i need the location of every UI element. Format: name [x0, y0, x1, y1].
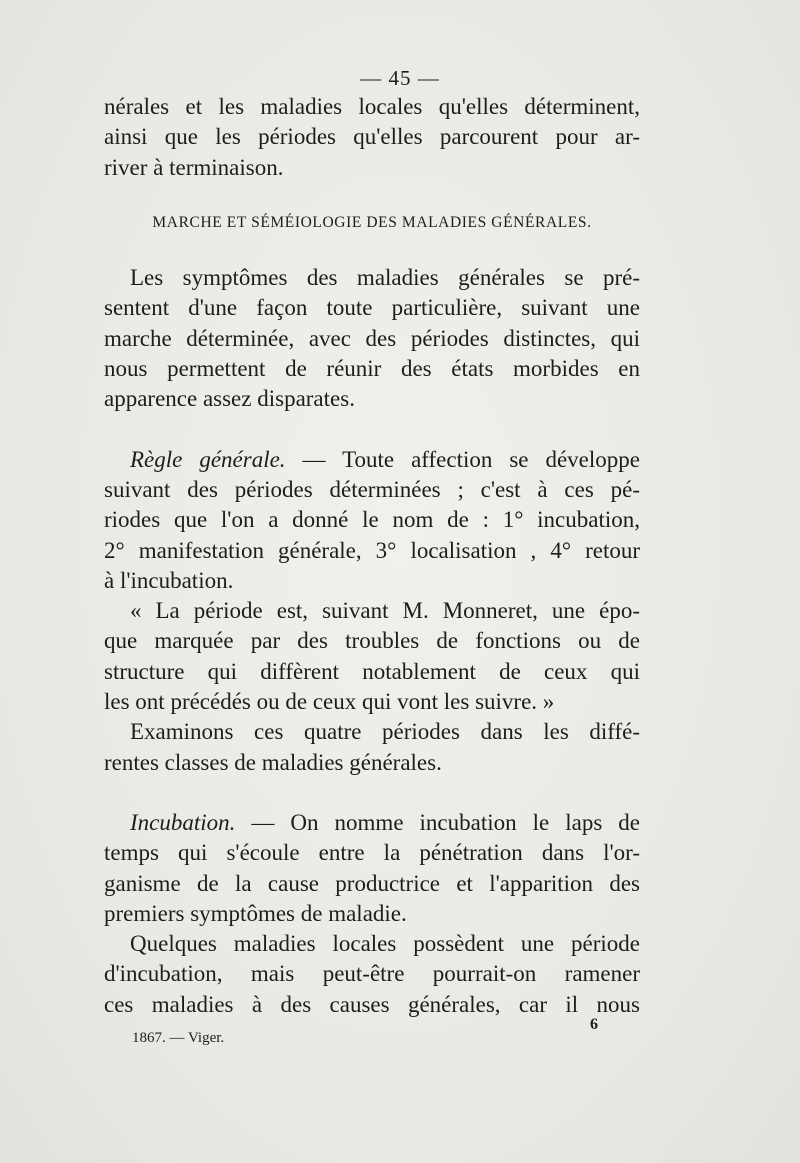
text-line: nous permettent de réunir des états morbides en	[104, 356, 640, 382]
section-heading: MARCHE ET SÉMÉIOLOGIE DES MALADIES GÉNÉRALES.	[152, 213, 592, 231]
paragraph-incubation	[104, 808, 640, 929]
text-line: rentes classes de maladies générales.	[104, 749, 442, 775]
text-line: Examinons ces quatre périodes dans les diffé-	[130, 719, 640, 745]
text-line: river à terminaison.	[104, 154, 284, 180]
text-line: nérales et les maladies locales qu'elles déterminent,	[104, 94, 640, 119]
text-line	[104, 808, 640, 838]
footer-imprint: 1867. — Viger.	[132, 1030, 225, 1046]
text-line: Quelques maladies locales possèdent une période	[130, 931, 640, 957]
text-run: — On nomme incubation le laps de	[235, 809, 640, 835]
paragraph-quotation	[104, 596, 640, 717]
text-line: les ont précédés ou de ceux qui vont les suivre. »	[104, 689, 555, 715]
page-number: — 45 —	[360, 66, 440, 90]
paragraph-gap	[104, 778, 640, 808]
text-line: 2° manifestation générale, 3° localisation , 4° retour	[104, 537, 640, 563]
text-line: marche déterminée, avec des périodes distinctes, qui	[104, 325, 640, 351]
paragraph-quelques	[104, 929, 640, 1020]
text-line	[104, 445, 640, 475]
text-line: que marquée par des troubles de fonctions ou de	[104, 628, 640, 654]
text-line: ainsi que les périodes qu'elles parcourent pour ar-	[104, 124, 640, 150]
text-line: premiers symptômes de maladie.	[104, 900, 407, 926]
paragraph-examinons	[104, 717, 640, 778]
text-line: ganisme de la cause productrice et l'apparition des	[104, 870, 640, 896]
paragraph-gap	[104, 415, 640, 445]
run-in-heading: Incubation.	[130, 809, 236, 835]
text-line: structure qui diffèrent notablement de ceux qui	[104, 658, 640, 684]
text-line: riodes que l'on a donné le nom de : 1° incubation,	[104, 507, 640, 533]
text-line: apparence assez disparates.	[104, 386, 355, 412]
text-line: d'incubation, mais peut-être pourrait-on ramener	[104, 961, 640, 987]
paragraph-regle-generale	[104, 445, 640, 596]
signature-mark: 6	[590, 1016, 598, 1033]
run-in-heading: Règle générale.	[130, 446, 286, 472]
main-text	[104, 92, 640, 1020]
text-run: — Toute affection se développe	[285, 446, 640, 472]
text-line: sentent d'une façon toute particulière, suivant une	[104, 295, 640, 321]
text-line: Les symptômes des maladies générales se pré-	[130, 265, 640, 291]
text-line: suivant des périodes déterminées ; c'est à ces pé-	[104, 476, 640, 502]
text-line: « La période est, suivant M. Monneret, une épo-	[130, 598, 640, 624]
paragraph-continuation	[104, 92, 640, 183]
paragraph-symptomes	[104, 263, 640, 414]
text-line: ces maladies à des causes générales, car il nous	[104, 991, 640, 1017]
text-line: à l'incubation.	[104, 567, 234, 593]
text-line: temps qui s'écoule entre la pénétration dans l'or-	[104, 840, 640, 866]
